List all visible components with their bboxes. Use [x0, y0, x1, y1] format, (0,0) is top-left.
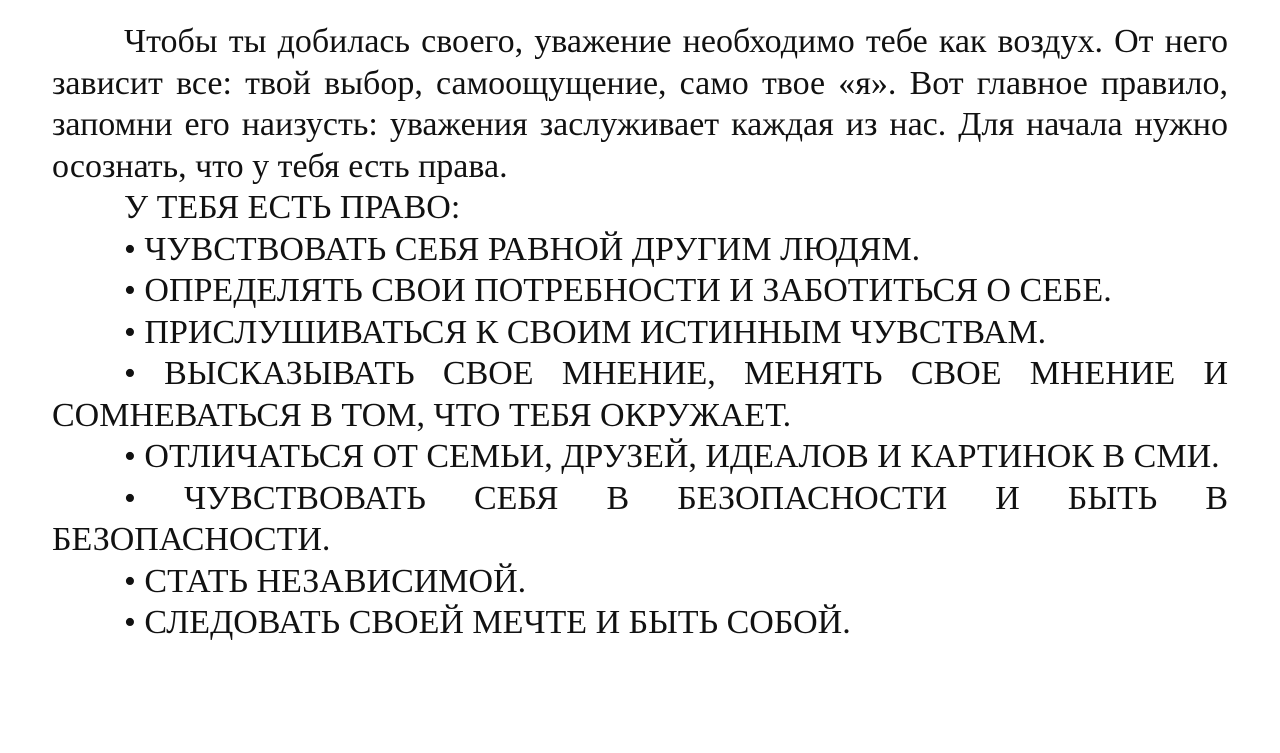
list-item-text: СЛЕДОВАТЬ СВОЕЙ МЕЧТЕ И БЫТЬ СОБОЙ.	[144, 604, 851, 641]
list-item	[52, 353, 1228, 436]
bullet-icon: •	[124, 313, 136, 351]
list-item	[52, 312, 1228, 354]
bullet-icon: •	[124, 479, 136, 517]
list-item	[52, 229, 1228, 271]
list-item	[52, 561, 1228, 603]
list-item	[52, 436, 1228, 478]
list-item-text: ЧУВСТВОВАТЬ СЕБЯ В БЕЗОПАСНОСТИ И БЫТЬ В БЕЗОПАСНОСТИ.	[52, 479, 1228, 558]
list-item-text: ЧУВСТВОВАТЬ СЕБЯ РАВНОЙ ДРУГИМ ЛЮДЯМ.	[144, 230, 921, 268]
list-item	[52, 270, 1228, 312]
list-item-text: ОПРЕДЕЛЯТЬ СВОИ ПОТРЕБНОСТИ И ЗАБОТИТЬСЯ О СЕБЕ.	[144, 272, 1112, 309]
bullet-icon: •	[124, 562, 136, 600]
intro-paragraph: Чтобы ты добилась своего, уважение необходимо тебе как воздух. От него зависит все: твой выбор, самоощущение, само твое «я». Вот главное правило, запомни его наизусть: уважения заслуживает каждая из нас. Для начала нужно осознать, что у тебя есть права.	[52, 23, 1228, 185]
bullet-icon: •	[124, 355, 136, 392]
list-item-text: ВЫСКАЗЫВАТЬ СВОЕ МНЕНИЕ, МЕНЯТЬ СВОЕ МНЕНИЕ И СОМНЕВАТЬСЯ В ТОМ, ЧТО ТЕБЯ ОКРУЖАЕТ.	[52, 355, 1228, 434]
list-item-text: ПРИСЛУШИВАТЬСЯ К СВОИМ ИСТИННЫМ ЧУВСТВАМ.	[144, 313, 1047, 351]
rights-heading: У ТЕБЯ ЕСТЬ ПРАВО:	[124, 189, 461, 226]
list-item	[52, 602, 1228, 644]
list-item	[52, 478, 1228, 561]
rights-list	[52, 229, 1228, 644]
list-item-text: СТАТЬ НЕЗАВИСИМОЙ.	[144, 562, 527, 600]
bullet-icon: •	[124, 604, 136, 641]
list-item-text: ОТЛИЧАТЬСЯ ОТ СЕМЬИ, ДРУЗЕЙ, ИДЕАЛОВ И КАРТИНОК В СМИ.	[144, 438, 1220, 475]
bullet-icon: •	[124, 438, 136, 475]
bullet-icon: •	[124, 230, 136, 268]
bullet-icon: •	[124, 272, 136, 309]
